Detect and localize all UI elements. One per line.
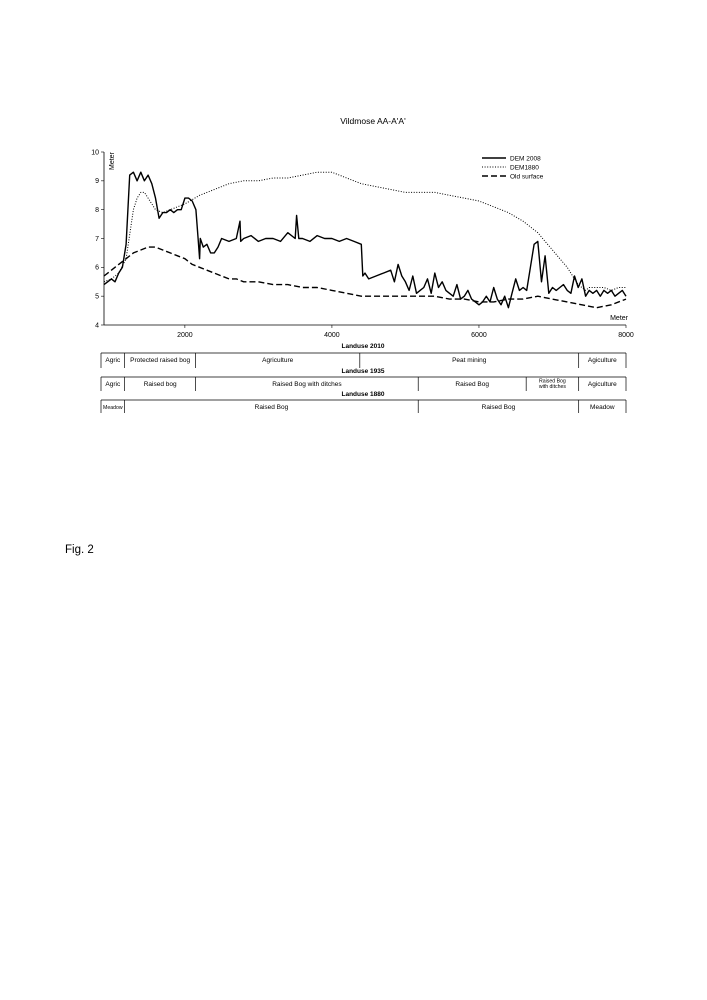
landuse-label: Raised bog [143,381,177,388]
y-tick-label: 6 [95,264,99,272]
y-tick-label: 8 [95,207,99,215]
y-tick-label: 5 [95,293,99,301]
y-axis-label: Meter [109,152,116,170]
landuse-label: Raised Bog with ditches [272,381,342,388]
landuse-label: Peat mining [452,357,487,364]
y-tick-label: 7 [95,235,99,243]
y-tick-label: 4 [95,322,99,330]
landuse-table [101,343,626,413]
landuse-label: Meadow [590,404,615,411]
landuse-label: Agiculture [587,357,617,364]
landuse-title: Landuse 1935 [341,368,385,375]
legend-label: DEM 2008 [510,155,541,163]
x-tick-label: 2000 [177,332,193,339]
chart-legend [482,155,544,180]
landuse-label: Agiculture [587,381,617,388]
legend-label: DEM1880 [510,164,539,172]
landuse-label: Raised Bog [254,404,289,411]
y-tick-label: 10 [91,149,99,157]
landuse-title: Landuse 2010 [341,343,385,350]
landuse-label: Raised Bog with ditches [538,378,566,391]
x-tick-label: 6000 [471,332,487,339]
chart-title: Vildmose AA-A'A' [340,116,406,126]
landuse-label: Agriculture [262,357,294,364]
landuse-label: Agric [105,357,121,364]
landuse-label: Protected raised bog [130,357,191,364]
y-tick-label: 9 [95,178,99,186]
landuse-label: Raised Bog [481,404,516,411]
chart-axes [91,149,634,339]
figure-caption: Fig. 2 [65,544,94,556]
landuse-label: Meadow [103,405,123,411]
chart-series [104,172,626,308]
landuse-title: Landuse 1880 [341,391,385,398]
x-tick-label: 4000 [324,332,340,339]
series-line-dem-2008 [104,172,626,308]
landuse-label: Agric [105,381,121,388]
x-axis-label: Meter [610,315,628,322]
landuse-label: Raised Bog [455,381,490,388]
x-tick-label: 8000 [618,332,634,339]
legend-label: Old surface [510,173,544,181]
